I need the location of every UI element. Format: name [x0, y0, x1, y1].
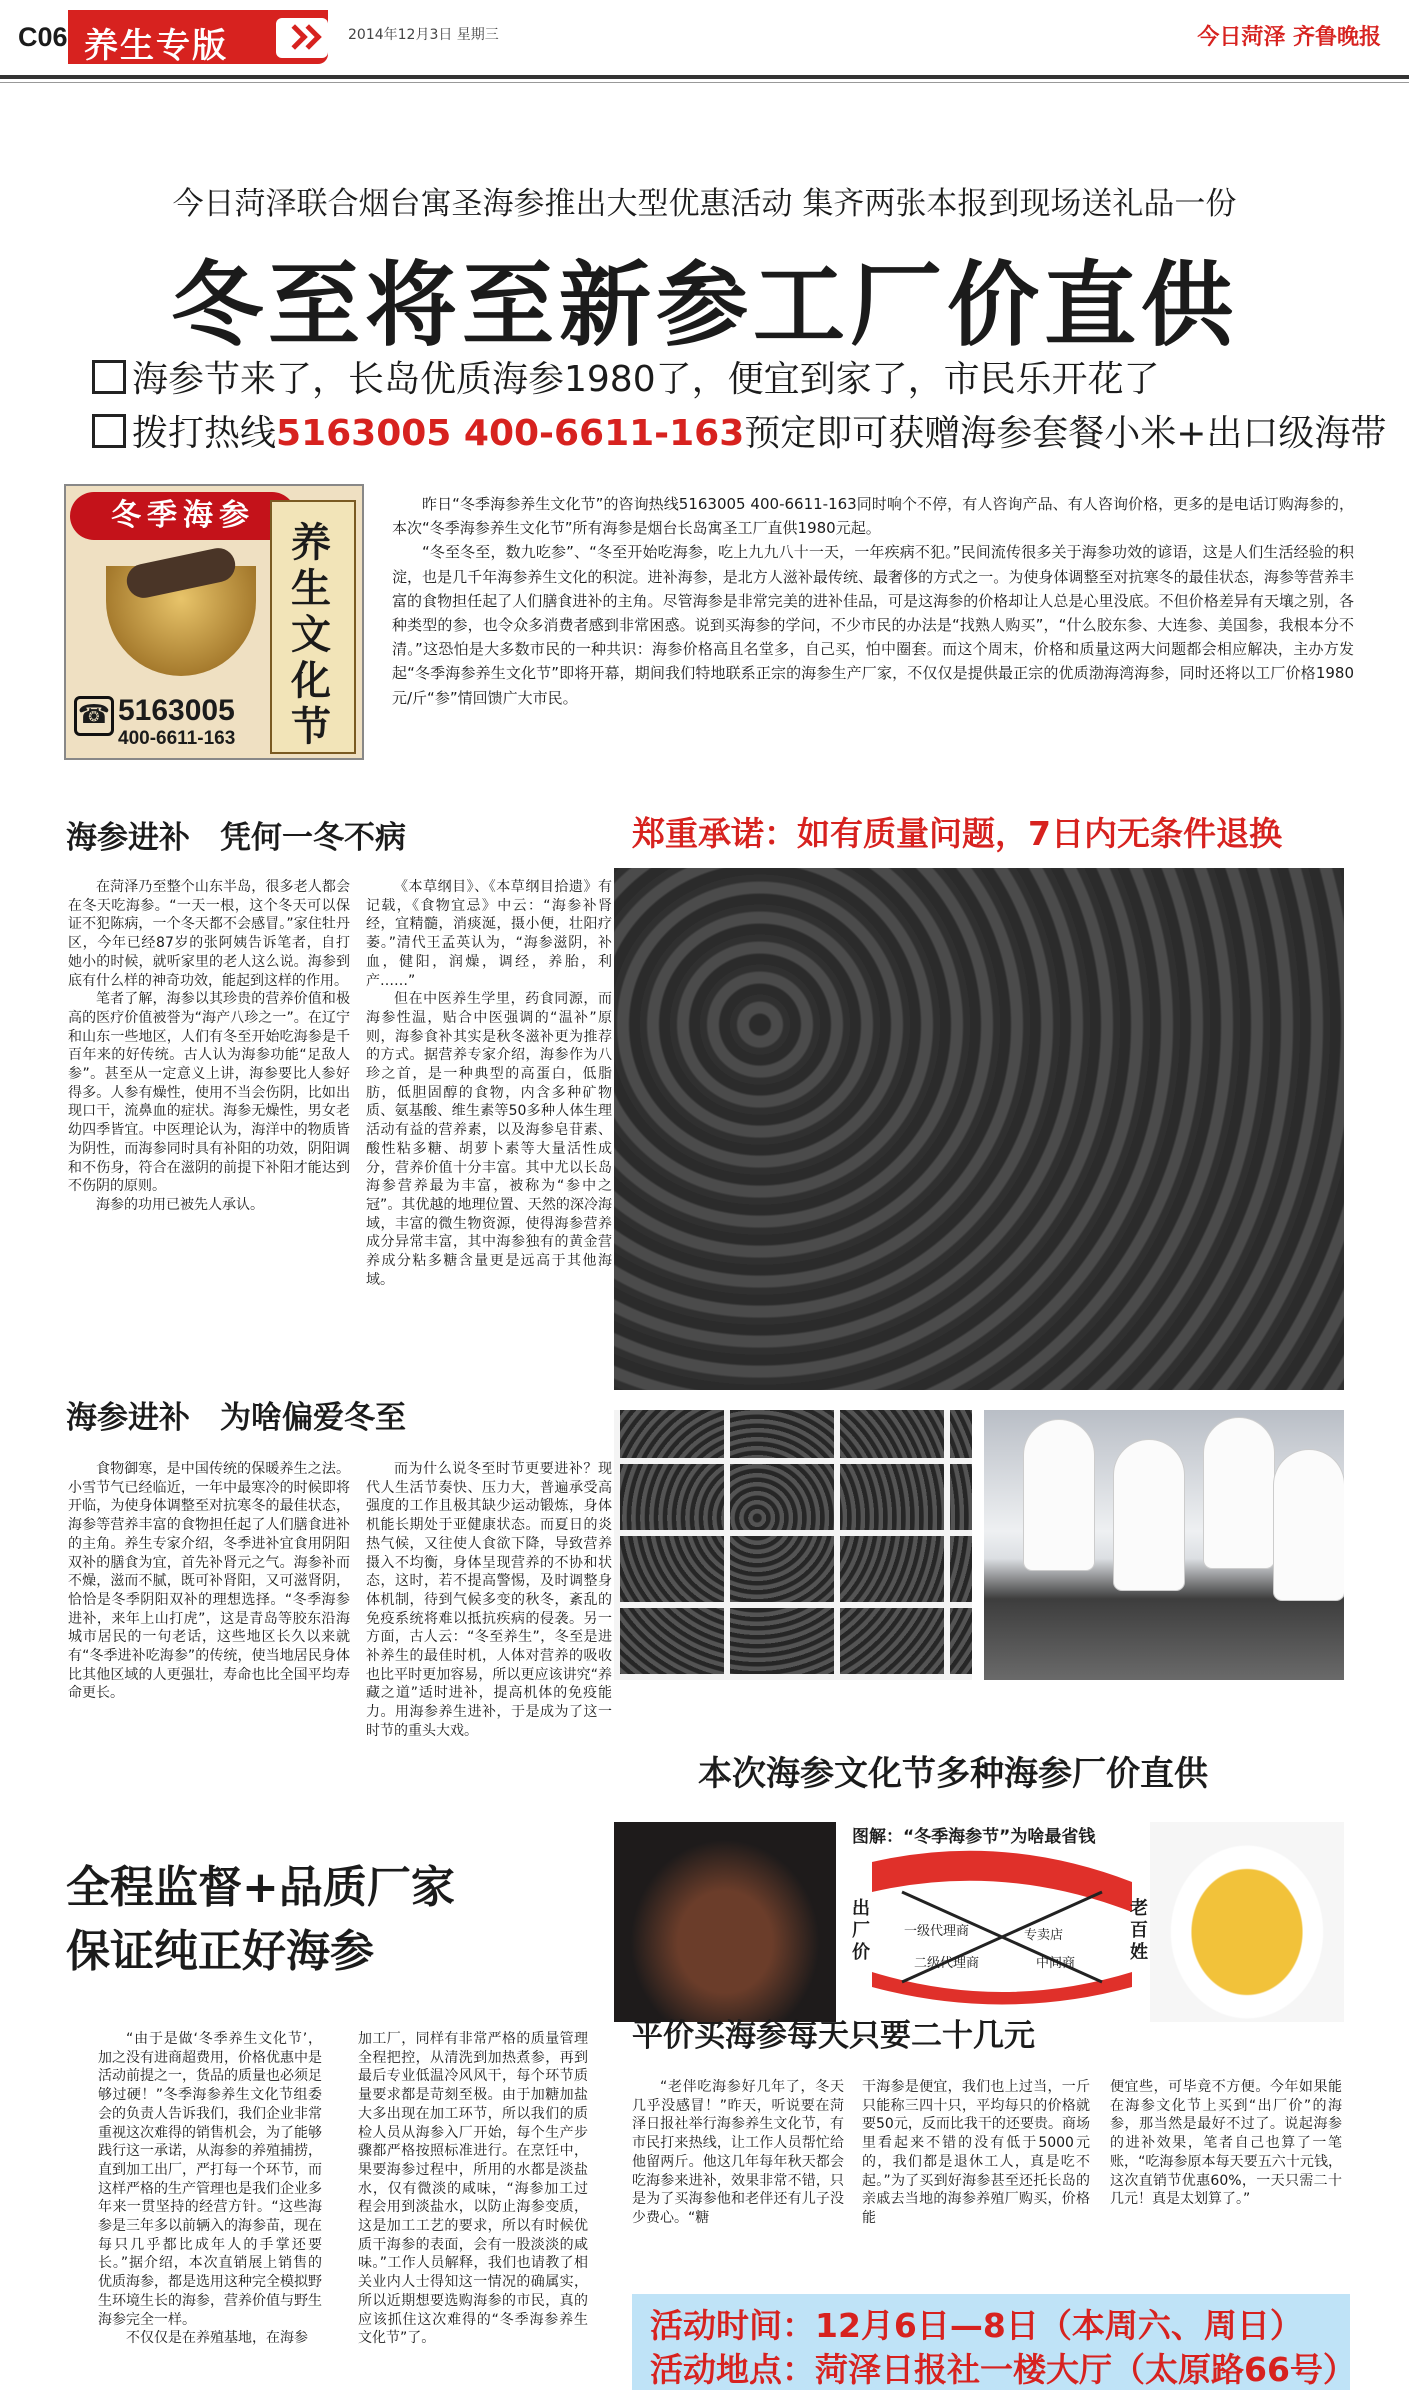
headline-bullet-2: 拨打热线5163005 400-6611-163预定即可获赠海参套餐小米+出口级海带 — [92, 405, 1386, 456]
hotline-number: 5163005 400-6611-163 — [276, 413, 745, 454]
newspaper-name: 今日菏泽 齐鲁晚报 — [1197, 24, 1381, 50]
worker-figure — [1114, 1440, 1184, 1590]
lead-paragraph: 昨日“冬季海参养生文化节”的咨询热线5163005 400-6611-163同时响个不停，有人咨询产品、有人咨询价格，更多的是电话订购海参的，本次“冬季海参养生文化节”所有海参是烟台长岛寓圣工厂直供1980元起。 — [392, 495, 1354, 538]
article-column: 在菏泽乃至整个山东半岛，很多老人都会在冬天吃海参。“一天一根，这个冬天可以保证不犯陈病，一个冬天都不会感冒。”家住牡丹区，今年已经87岁的张阿姨告诉笔者，自打她小的时候，就听家里的老人这么说。海参到底有什么样的神奇功效，能起到这样的作用。 笔者了解，海参以其珍贵的营养价值和极高的医疗价值被誉为“海产八珍之一”。在辽宁和山东一些地区，人们有冬至开始吃海参是千百年来的好传统。古人认为海参功能“足敌人参”。甚至从一定意义上讲，海参要比人参好得多。人参有燥性，使用不当会伤阴，比如出现口干，流鼻血的症状。海参无燥性，男女老幼四季皆宜。中医理论认为，海洋中的物质皆为阴性，而海参同时具有补阳的功效，阴阳调和不伤身，符合在滋阴的前提下补阳才能达到不伤阴的原则。 海参的功用已被先人承认。 — [68, 879, 350, 1213]
sea-cucumber-dish-photo — [1150, 1822, 1344, 2022]
logo-phone-2: 400-6611-163 — [118, 728, 236, 749]
section-heading-3: 全程监督+品质厂家 保证纯正好海参 — [66, 1862, 455, 1977]
diagram-right-label: 老百姓 — [1130, 1898, 1148, 1963]
phone-icon: ☎ — [74, 696, 114, 736]
article-column: 便宜些，可毕竟不方便。今年如果能在海参文化节上买到“出厂价”的海参，那当然是最好不过了。说起海参的进补效果，笔者自己也算了一笔账，“吃海参原本每天要五六十元钱，这次直销节优惠60%，一天只需二十几元！真是太划算了。” — [1110, 2079, 1342, 2208]
diagram-box: 专卖店 — [1024, 1928, 1064, 1943]
headline-kicker: 今日菏泽联合烟台寓圣海参推出大型优惠活动 集齐两张本报到现场送礼品一份 — [172, 186, 1237, 222]
checkbox-square-icon — [92, 414, 126, 448]
worker-figure — [1204, 1418, 1274, 1568]
section-heading-4: 平价买海参每天只要二十几元 — [632, 2018, 1035, 2054]
worker-figure — [1274, 1450, 1344, 1600]
logo-phone: 5163005 — [118, 694, 235, 727]
diagram-title: 图解：“冬季海参节”为啥最省钱 — [852, 1827, 1096, 1847]
logo-scroll: 养生文化节 — [270, 500, 356, 754]
dried-sea-cucumber-photo — [614, 1822, 836, 2022]
article-column: 《本草纲目》、《本草纲目拾遗》有记载，《食物宜忌》中云：“海参补肾经，宜精髓，消痰涎，摄小便，壮阳疗萎。”清代王孟英认为，“海参滋阴，补血，健阳，润燥，调经，养胎，利产……” 但在中医养生学里，药食同源，而海参性温，贴合中医强调的“温补”原则，海参食补其实是秋冬滋补更为推荐的方式。据营养专家介绍，海参作为八珍之首，是一种典型的高蛋白，低脂肪，低胆固醇的食物，内含多种矿物质、氨基酸、维生素等50多种人体生理活动有益的营养素，以及海参皂苷素、酸性粘多糖、胡萝卜素等大量活性成分，营养价值十分丰富。其中尤以长岛海参营养最为丰富，被称为“参中之冠”。其优越的地理位置、天然的深冷海域，丰富的微生物资源，使得海参营养成分异常丰富，其中海参独有的黄金营养成分粘多糖含量更是远高于其他海域。 — [366, 879, 612, 1288]
headline-bullet-1: 海参节来了，长岛优质海参1980了，便宜到家了，市民乐开花了 — [92, 351, 1160, 402]
chevron-right-icon — [276, 18, 328, 58]
main-headline: 冬至将至新参工厂价直供 — [170, 252, 1238, 359]
event-info-banner — [632, 2294, 1356, 2390]
lead-article — [392, 492, 1354, 710]
festival-logo — [64, 484, 364, 760]
photo-caption: 本次海参文化节多种海参厂价直供 — [698, 1754, 1208, 1794]
section-title: 养生专版 — [84, 26, 228, 66]
drying-trays-photo — [614, 1410, 972, 1680]
article-column: 食物御寒，是中国传统的保暖养生之法。小雪节气已经临近，一年中最寒冷的时候即将开临，为使身体调整至对抗寒冬的最佳状态，海参等营养丰富的食物担任起了人们膳食进补的主角。养生专家介绍，冬季进补宜食用阴阳双补的膳食为宜，首先补肾元之气。海参补而不燥，滋而不腻，既可补肾阳，又可滋肾阴，恰恰是冬季阴阳双补的理想选择。“冬季海参进补，来年上山打虎”，这是青岛等胶东沿海城市居民的一句老话，这些地区长久以来就有“冬季进补吃海参”的传统，使当地居民身体比其他区域的人更强壮，寿命也比全国平均寿命更长。 — [68, 1461, 350, 1702]
factory-workers-photo — [984, 1410, 1344, 1680]
article-column: 加工厂，同样有非常严格的质量管理全程把控，从清洗到加热煮参，再到最后专业低温冷风风干，每个环节质量要求都是苛刻至极。由于加糖加盐大多出现在加工环节，所以我们的质检人员从海参入厂开始，每个生产步骤都严格按照标准进行。在烹饪中，果要海参过程中，所用的水都是淡盐水，仅有微淡的咸味，“海参加工过程会用到淡盐水，以防止海参变质，这是加工工艺的要求，所以有时候优质干海参的表面，会有一股淡淡的咸味。”工作人员解释，我们也请教了相关业内人士得知这一情况的确属实，所以近期想要选购海参的市民，真的应该抓住这次难得的“冬季海参养生文化节”了。 — [358, 2031, 588, 2347]
diagram-box: 一级代理商 — [904, 1924, 970, 1939]
issue-date: 2014年12月3日 星期三 — [348, 27, 499, 43]
section-heading-2: 海参进补 为啥偏爱冬至 — [66, 1400, 406, 1436]
event-time: 活动时间：12月6日—8日（本周六、周日） — [650, 2306, 1303, 2345]
section-banner — [68, 10, 328, 64]
diagram-left-label: 出厂价 — [852, 1898, 870, 1963]
lead-paragraph: “冬至冬至，数九吃参”、“冬至开始吃海参，吃上九九八十一天，一年疾病不犯。”民间流传很多关于海参功效的谚语，这是人们生活经验的积淀，也是几千年海参养生文化的积淀。进补海参，是北方人滋补最传统、最奢侈的方式之一。为使身体调整至对抗寒冬的最佳状态，海参等营养丰富的食物担任起了人们膳食进补的主角。尽管海参是非常完美的进补佳品，可是这海参的价格却让人总是心里没底。不但价格差异有天壤之别，各种类型的参，也令众多消费者感到非常困惑。说到买海参的学问，不少市民的办法是“找熟人购买”，“什么胶东参、大连参、美国参，我根本分不清。”这恐怕是大多数市民的一种共识：海参价格高且名堂多，自己买，怕中圈套。而这个周末，价格和质量这两大问题都会相应解决，主办方发起“冬季海参养生文化节”即将开幕，期间我们特地联系正宗的海参生产厂家，不仅仅是提供最正宗的优质渤海湾海参，同时还将以工厂价格1980元/斤“参”情回馈广大市民。 — [392, 543, 1354, 707]
sea-cucumber-photo — [614, 868, 1344, 1390]
quality-promise: 郑重承诺：如有质量问题，7日内无条件退换 — [632, 814, 1282, 853]
article-column: “由于是做‘冬季养生文化节’，加之没有进商超费用，价格优惠中是活动前提之一，货品的质量也必须足够过硬！”冬季海参养生文化节组委会的负责人告诉我们，我们企业非常重视这次难得的销售机会，为了能够践行这一承诺，从海参的养殖捕捞，直到加工出厂，严打每一个环节，而这样严格的生产管理也是我们企业多年来一贯坚持的经营方针。“这些海参是三年多以前辆入的海参苗，现在每只几乎都比成年人的手掌还要长。”据介绍，本次直销展上销售的优质海参，都是选用这种完全模拟野生环境生长的海参，营养价值与野生海参完全一样。 不仅仅是在养殖基地，在海参 — [98, 2031, 322, 2347]
event-place: 活动地点：菏泽日报社一楼大厅（太原路66号） — [650, 2350, 1356, 2389]
checkbox-square-icon — [92, 360, 126, 394]
header-rule — [0, 75, 1409, 79]
worker-figure — [1024, 1420, 1094, 1570]
logo-tag: 冬季海参 — [70, 492, 296, 540]
diagram-box: 二级代理商 — [914, 1956, 980, 1971]
price-diagram — [852, 1822, 1152, 2022]
page-number: C06 — [18, 22, 68, 52]
article-column: 干海参是便宜，我们也上过当，一斤只能称三四十只，平均每只的价格就要50元，反而比我干的还要贵。商场里看起来不错的没有低于5000元的，我们都是退休工人，真是吃不起。”为了买到好海参甚至还托长岛的亲戚去当地的海参养殖厂购买，价格能 — [862, 2079, 1090, 2226]
section-heading-1: 海参进补 凭何一冬不病 — [66, 820, 406, 856]
article-column: 而为什么说冬至时节更要进补？现代人生活节奏快、压力大，普遍承受高强度的工作且极其缺少运动锻炼，身体机能长期处于亚健康状态。而夏日的炎热气候，又往使人食欲下降，导致营养摄入不均衡，身体呈现营养的不协和状态，这时，若不提高警惕，及时调整身体机制，待到气候多变的秋冬，紊乱的免疫系统将难以抵抗疾病的侵袭。另一方面，古人云：“冬至养生”，冬至是进补养生的最佳时机，人体对营养的吸收也比平时更加容易，所以更应该讲究“养藏之道”适时进补，提高机体的免疫能力。用海参养生进补，于是成为了这一时节的重头大戏。 — [366, 1461, 612, 1739]
diagram-box: 中间商 — [1036, 1956, 1076, 1971]
article-column: “老伴吃海参好几年了，冬天几乎没感冒！”昨天，听说要在菏泽日报社举行海参养生文化节，有市民打来热线，让工作人员帮忙给他留两斤。他这几年每年秋天都会吃海参来进补，效果非常不错，只是为了买海参他和老伴还有儿子没少费心。“糖 — [632, 2079, 844, 2226]
header-rule-thin — [0, 82, 1409, 83]
